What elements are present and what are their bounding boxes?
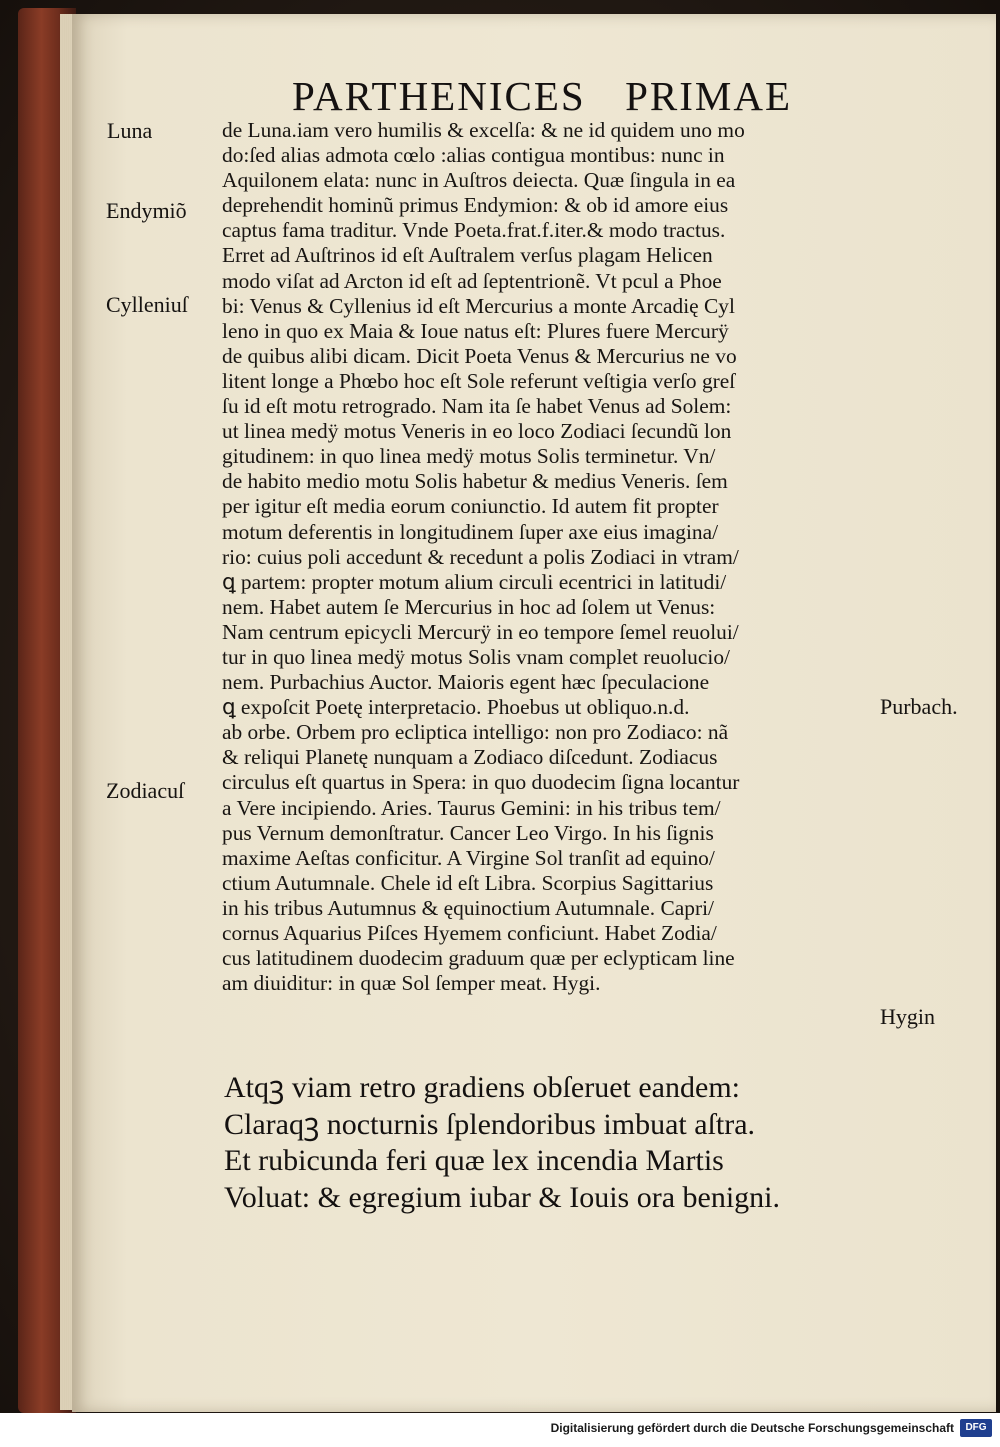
commentary-line: de habito medio motu Solis habetur & medius Veneris. ſem bbox=[222, 469, 728, 494]
margin-note-purbach: Purbach. bbox=[880, 694, 958, 719]
commentary-line: de quibus alibi dicam. Dicit Poeta Venus & Mercurius ne vo bbox=[222, 343, 737, 368]
commentary-line: leno in quo ex Maia & Ioue natus eſt: Plures fuere Mercurÿ bbox=[222, 318, 729, 343]
margin-note-cyllenius: Cylleniuſ bbox=[106, 292, 188, 317]
verse-line: Voluat: & egregium iubar & Iouis ora benigni. bbox=[224, 1180, 781, 1214]
verse-line: Et rubicunda feri quæ lex incendia Martis bbox=[224, 1144, 724, 1177]
commentary-line: Nam centrum epicycli Mercurÿ in eo tempore ſemel reuolui/ bbox=[222, 619, 739, 644]
dfg-logo-icon: DFG bbox=[960, 1419, 992, 1437]
commentary-line: ctium Autumnale. Chele id eſt Libra. Scorpius Sagittarius bbox=[222, 870, 714, 895]
commentary-line: circulus eſt quartus in Spera: in quo duodecim ſigna locantur bbox=[222, 770, 740, 795]
commentary-line: do:ſed alias admota cœlo :alias contigua montibus: nunc in bbox=[222, 143, 725, 168]
commentary-line: per igitur eſt media eorum coniunctio. Id autem fit propter bbox=[222, 494, 719, 519]
commentary-line: tur in quo linea medÿ motus Solis vnam complet reuolucio/ bbox=[222, 644, 730, 669]
commentary-line: bi: Venus & Cyllenius id eſt Mercurius a monte Arcadię Cyl bbox=[222, 293, 735, 318]
running-head-left: PARTHENICES bbox=[292, 73, 586, 119]
commentary-line: Aquilonem elata: nunc in Auſtros deiecta. Quæ ſingula in ea bbox=[222, 168, 736, 193]
commentary-line: ab orbe. Orbem pro ecliptica intelligo: non pro Zodiaco: nã bbox=[222, 720, 729, 745]
commentary-line: maxime Aeſtas conficitur. A Virgine Sol tranſit ad equino/ bbox=[222, 845, 715, 870]
commentary-line: & reliqui Planetę nunquam a Zodiaco diſcedunt. Zodiacus bbox=[222, 745, 718, 770]
commentary-line: de Luna.iam vero humilis & excelſa: & ne id quidem uno mo bbox=[222, 118, 745, 142]
commentary-line: nem. Purbachius Auctor. Maioris egent hæc ſpeculacione bbox=[222, 670, 710, 695]
commentary-line: am diuiditur: in quæ Sol ſemper meat. Hygi. bbox=[222, 971, 601, 996]
commentary-line: Erret ad Auſtrinos id eſt Auſtralem verſus plagam Helicen bbox=[222, 243, 713, 268]
commentary-line: gitudinem: in quo linea medÿ motus Solis terminetur. Vn/ bbox=[222, 444, 716, 469]
commentary-line: modo viſat ad Arcton id eſt ad ſeptentrionẽ. Vt pcul a Phoe bbox=[222, 268, 722, 293]
commentary-line: rio: cuius poli accedunt & recedunt a polis Zodiaci in vtram/ bbox=[222, 544, 739, 569]
commentary-line: nem. Habet autem ſe Mercurius in hoc ad ſolem ut Venus: bbox=[222, 594, 716, 619]
commentary-line: ut linea medÿ motus Veneris in eo loco Zodiaci ſecundũ lon bbox=[222, 419, 732, 444]
verse-line: Atqꝫ viam retro gradiens obſeruet eandem: bbox=[224, 1071, 740, 1104]
margin-note-luna: Luna bbox=[107, 118, 153, 143]
commentary-line: captus fama traditur. Vnde Poeta.frat.f.iter.& modo tractus. bbox=[222, 218, 726, 243]
running-head-right: PRIMAE bbox=[625, 73, 792, 119]
margin-note-endymion: Endymiõ bbox=[106, 198, 187, 223]
commentary-line: ꝗ partem: propter motum alium circuli ecentrici in latitudi/ bbox=[222, 569, 727, 594]
commentary-line: ꝗ expoſcit Poetę interpretacio. Phoebus ut obliquo.n.d. bbox=[222, 695, 690, 720]
commentary-line: deprehendit hominũ primus Endymion: & ob id amore eius bbox=[222, 193, 729, 218]
commentary-line: cornus Aquarius Piſces Hyemem conficiunt. Habet Zodia/ bbox=[222, 921, 717, 945]
commentary-line: pus Vernum demonſtratur. Cancer Leo Virgo. In his ſignis bbox=[222, 820, 714, 845]
margin-note-zodiacus: Zodiacuſ bbox=[106, 778, 185, 803]
commentary-line: ſu id eſt motu retrogrado. Nam ita ſe habet Venus ad Solem: bbox=[222, 394, 732, 419]
commentary-line: in his tribus Autumnus & ęquinoctium Autumnale. Capri/ bbox=[222, 895, 714, 920]
commentary-line: cus latitudinem duodecim graduum quæ per eclypticam line bbox=[222, 946, 735, 971]
margin-note-hyginus: Hygin bbox=[880, 1004, 935, 1029]
commentary-line: motum deferentis in longitudinem ſuper axe eius imagina/ bbox=[222, 519, 719, 544]
funding-credit: Digitalisierung gefördert durch die Deutsche Forschungsgemeinschaft bbox=[550, 1421, 954, 1435]
running-head bbox=[292, 72, 792, 120]
footer-bar bbox=[0, 1413, 1000, 1447]
commentary-line: litent longe a Phœbo hoc eſt Sole referunt veſtigia verſo greſ bbox=[222, 368, 736, 393]
verse-line: Claraqꝫ nocturnis ſplendoribus imbuat aſtra. bbox=[224, 1107, 756, 1141]
commentary-line: a Vere incipiendo. Aries. Taurus Gemini: in his tribus tem/ bbox=[222, 795, 721, 820]
commentary-block bbox=[222, 118, 870, 996]
verse-block bbox=[224, 1070, 864, 1216]
